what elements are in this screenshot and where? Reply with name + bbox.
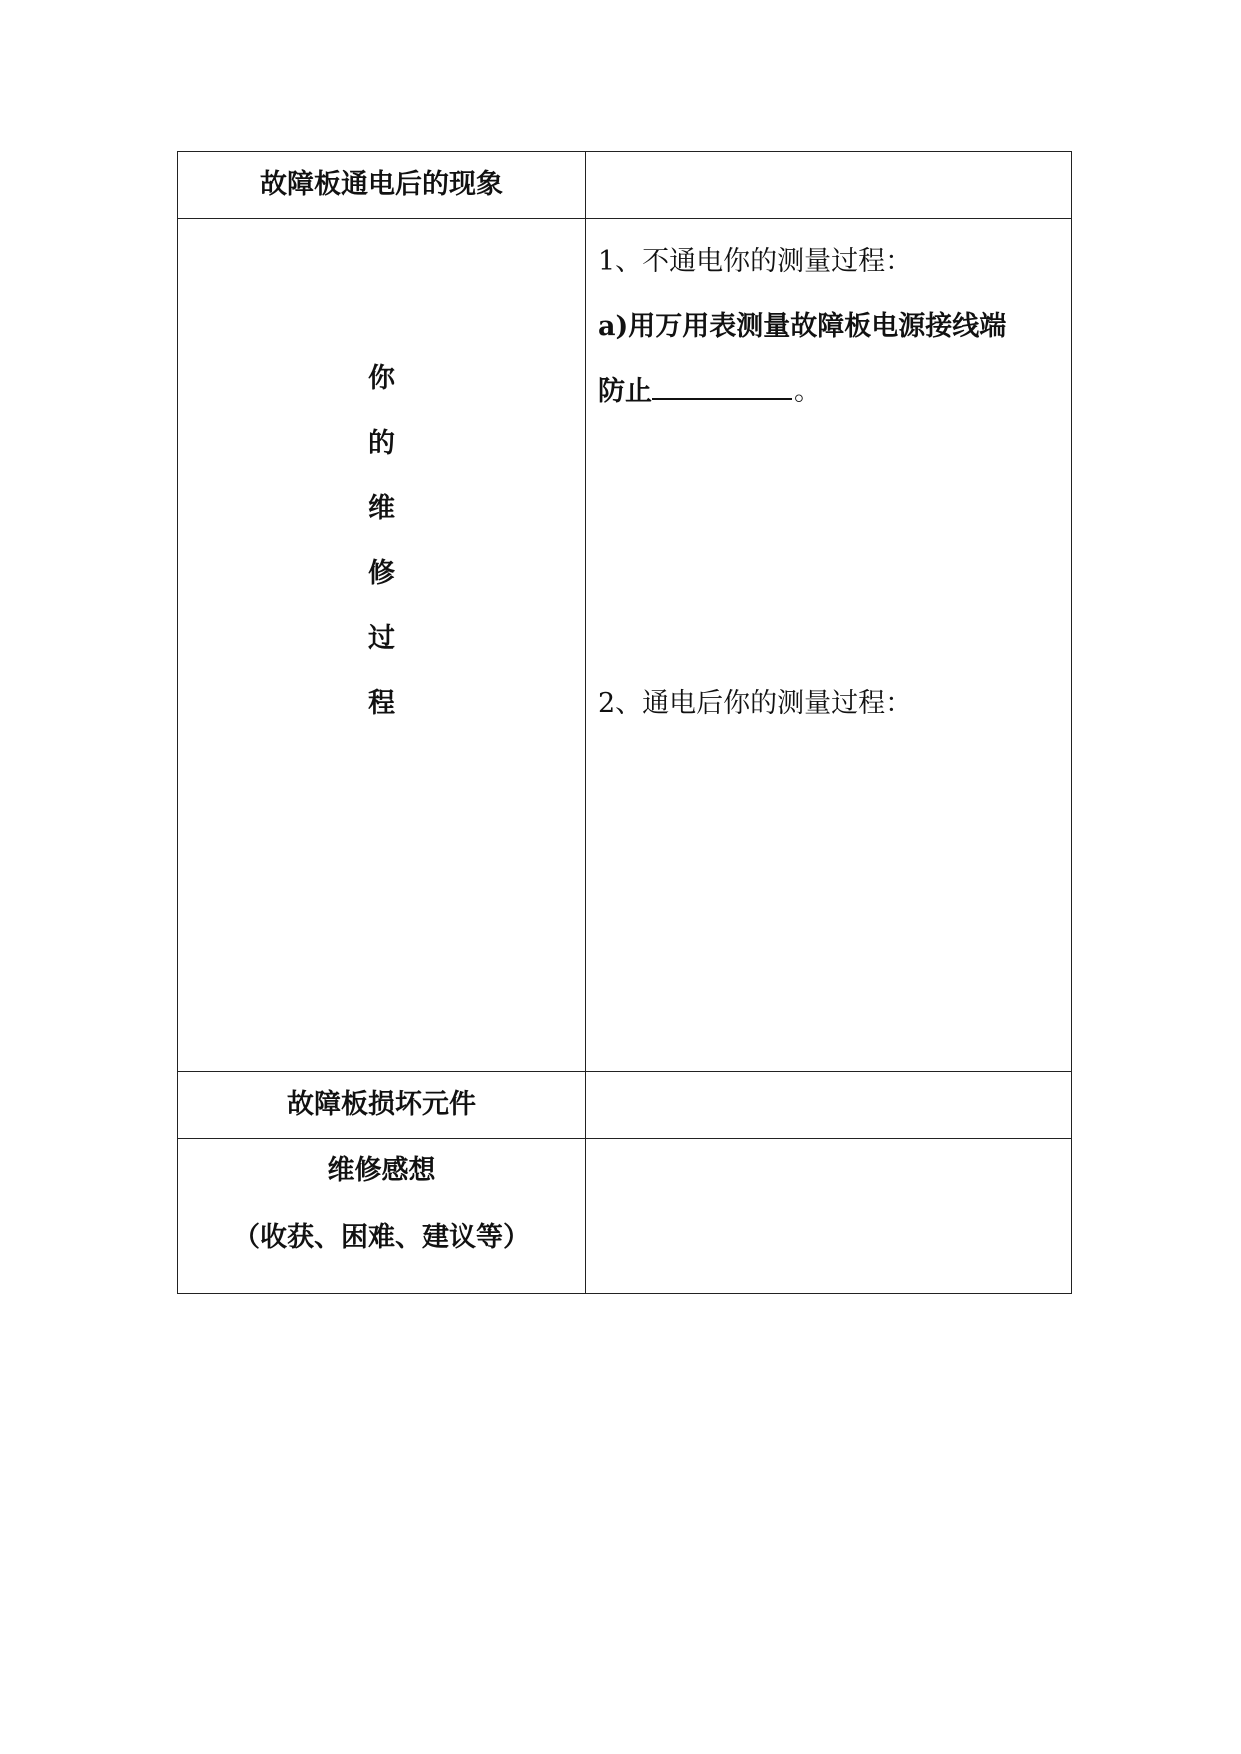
process-label-char: 程 bbox=[368, 688, 395, 719]
reflection-label-line1: 维修感想 bbox=[327, 1155, 436, 1186]
damaged-parts-row bbox=[178, 1072, 1072, 1139]
process-content bbox=[586, 219, 1071, 1071]
repair-report-table bbox=[177, 151, 1072, 1294]
reflection-row bbox=[178, 1139, 1072, 1294]
process-label-char: 你 bbox=[368, 363, 395, 394]
reflection-label-cell bbox=[178, 1139, 586, 1294]
process-label-char: 的 bbox=[368, 428, 395, 459]
reflection-label bbox=[178, 1139, 585, 1271]
damaged-parts-label: 故障板损坏元件 bbox=[287, 1089, 476, 1120]
process-label-char: 过 bbox=[368, 623, 395, 654]
process-label-char: 维 bbox=[368, 493, 395, 524]
step1-title: 1、不通电你的测量过程： bbox=[598, 246, 913, 277]
phenomenon-label-cell bbox=[178, 152, 586, 219]
damaged-parts-value-cell[interactable] bbox=[586, 1072, 1072, 1139]
process-vertical-label bbox=[178, 219, 585, 1071]
step2-title: 2、通电后你的测量过程： bbox=[598, 688, 913, 719]
damaged-parts-label-cell bbox=[178, 1072, 586, 1139]
process-row bbox=[178, 219, 1072, 1072]
reflection-label-line2: （收获、困难、建议等） bbox=[233, 1222, 530, 1253]
process-content-cell[interactable] bbox=[586, 219, 1072, 1072]
reflection-value-cell[interactable] bbox=[586, 1139, 1072, 1294]
phenomenon-row bbox=[178, 152, 1072, 219]
process-label-cell bbox=[178, 219, 586, 1072]
step1a-continuation bbox=[598, 369, 821, 408]
phenomenon-value-cell[interactable] bbox=[586, 152, 1072, 219]
process-label-char: 修 bbox=[368, 558, 395, 589]
step1a-prefix: 防止 bbox=[598, 376, 652, 407]
step1a-suffix: 。 bbox=[794, 376, 821, 407]
fill-in-blank[interactable] bbox=[652, 372, 792, 400]
phenomenon-label: 故障板通电后的现象 bbox=[260, 169, 503, 200]
step1a-text: a)用万用表测量故障板电源接线端 bbox=[598, 311, 1007, 342]
